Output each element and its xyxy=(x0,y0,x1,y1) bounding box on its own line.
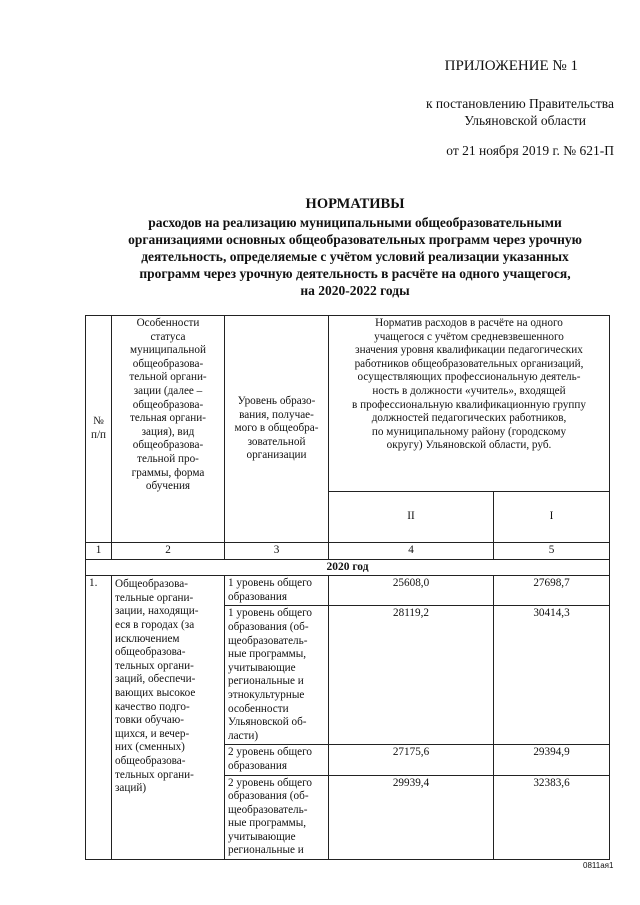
level-line: региональные и xyxy=(228,844,304,857)
header-text: статуса xyxy=(150,330,186,343)
header-qual-i: I xyxy=(494,492,610,543)
header-text: Уровень образо- xyxy=(237,395,316,408)
desc-line: вающих высокое xyxy=(115,686,196,699)
value-ii: 28119,2 xyxy=(329,606,494,745)
document-title: НОРМАТИВЫ xyxy=(305,196,405,212)
value-i: 27698,7 xyxy=(494,576,610,606)
level-line: ные программы, xyxy=(228,817,307,830)
subtitle-line: деятельность, определяемые с учётом условий реализации указанных xyxy=(141,249,569,264)
level-line: образования xyxy=(228,590,288,603)
value-i: 32383,6 xyxy=(494,775,610,860)
header-text: учащегося с учётом средневзвешенного xyxy=(374,330,564,343)
year-row: 2020 год xyxy=(86,559,610,576)
norms-table xyxy=(85,315,610,860)
header-text: вания, получае- xyxy=(239,408,314,421)
index-cell: 2 xyxy=(112,543,225,560)
header-level xyxy=(225,316,329,543)
subtitle-line: программ через урочную деятельность в расчёте на одного учащегося, xyxy=(139,266,571,281)
index-cell: 3 xyxy=(225,543,329,560)
resolution-date: от 21 ноября 2019 г. № 621-П xyxy=(446,143,614,158)
value-ii: 29939,4 xyxy=(329,775,494,860)
desc-line: Общеобразова- xyxy=(115,578,188,591)
level-cell xyxy=(225,775,329,860)
header-features xyxy=(112,316,225,543)
appendix-label: ПРИЛОЖЕНИЕ № 1 xyxy=(444,58,578,74)
desc-line: качество подго- xyxy=(115,700,190,713)
level-line: региональные и xyxy=(228,675,304,688)
header-text: зация), вид xyxy=(141,425,195,438)
header-text: организации xyxy=(246,449,307,462)
header-text: округу) Ульяновской области, руб. xyxy=(386,439,552,452)
level-line: учитывающие xyxy=(228,661,296,674)
header-number xyxy=(86,316,112,543)
header-text: № xyxy=(93,415,104,428)
level-line: Ульяновской об- xyxy=(228,716,307,729)
header-text: зовательной xyxy=(247,435,306,448)
level-line: 1 уровень общего xyxy=(228,607,313,620)
header-text: в профессиональную квалификационную группу xyxy=(352,398,586,411)
header-text: общеобразова- xyxy=(132,439,204,452)
desc-line: исключением xyxy=(115,632,180,645)
desc-line: тельных органи- xyxy=(115,768,194,781)
level-line: образования (об- xyxy=(228,620,309,633)
subtitle-line: расходов на реализацию муниципальными общеобразовательными xyxy=(148,215,562,230)
index-cell: 1 xyxy=(86,543,112,560)
level-line: учитывающие xyxy=(228,830,296,843)
level-line: 1 уровень общего xyxy=(228,577,313,590)
level-line: щеобразователь- xyxy=(228,803,308,816)
desc-line: заций) xyxy=(115,782,147,795)
header-text: обучения xyxy=(145,480,191,493)
value-ii: 27175,6 xyxy=(329,745,494,775)
header-text: тельной органи- xyxy=(129,371,207,384)
level-line: 2 уровень общего xyxy=(228,776,313,789)
level-line: этнокультурные xyxy=(228,688,305,701)
level-line: образования xyxy=(228,759,288,772)
resolution-line-1: к постановлению Правительства xyxy=(425,96,614,111)
header-qual-ii: II xyxy=(329,492,494,543)
level-line: щеобразователь- xyxy=(228,634,308,647)
header-text: зации (далее – xyxy=(133,384,203,397)
desc-line: общеобразова- xyxy=(115,754,186,767)
desc-line: зации, находящи- xyxy=(115,605,199,618)
header-text: ность в должности «учитель», входящей xyxy=(372,384,566,397)
level-cell xyxy=(225,606,329,745)
row-number: 1. xyxy=(86,576,112,860)
header-text: общеобразова- xyxy=(132,357,204,370)
header-text: п/п xyxy=(90,429,107,441)
subtitle-line: на 2020-2022 годы xyxy=(300,283,410,298)
header-text: тельная органи- xyxy=(130,412,206,425)
index-cell: 4 xyxy=(329,543,494,560)
level-line: 2 уровень общего xyxy=(228,746,313,759)
row-description xyxy=(112,576,225,860)
header-text: по муниципальному району (городскому xyxy=(371,425,567,438)
index-cell: 5 xyxy=(494,543,610,560)
value-i: 29394,9 xyxy=(494,745,610,775)
header-norm xyxy=(329,316,610,492)
desc-line: товки обучаю- xyxy=(115,714,184,727)
level-line: особенности xyxy=(228,702,289,715)
resolution-line-2: Ульяновской области xyxy=(464,113,586,128)
desc-line: заций, обеспечи- xyxy=(115,673,196,686)
header-text: муниципальной xyxy=(130,344,206,357)
subtitle-line: организациями основных общеобразовательных программ через урочную xyxy=(128,232,582,247)
header-text: работников общеобразовательных организаций, xyxy=(354,357,584,370)
document-subtitle xyxy=(100,214,610,299)
header-text: Особенности xyxy=(136,317,200,329)
level-line: ные программы, xyxy=(228,648,307,661)
desc-line: них (сменных) xyxy=(115,741,185,754)
level-cell xyxy=(225,745,329,775)
header-text: должностей педагогических работников, xyxy=(371,412,567,425)
level-line: образования (об- xyxy=(228,790,309,803)
level-line: ласти) xyxy=(228,729,259,742)
header-text: осуществляющих профессиональную деятель- xyxy=(357,371,581,384)
header-text: значения уровня квалификации педагогических xyxy=(355,344,583,357)
value-ii: 25608,0 xyxy=(329,576,494,606)
desc-line: еся в городах (за xyxy=(115,618,195,631)
header-text: Норматив расходов в расчёте на одного xyxy=(375,317,563,329)
desc-line: щихся, и вечер- xyxy=(115,727,190,740)
header-text: мого в общеобра- xyxy=(234,422,319,435)
value-i: 30414,3 xyxy=(494,606,610,745)
header-text: общеобразова- xyxy=(132,398,204,411)
header-text: граммы, форма xyxy=(131,466,205,479)
footer-code: 0811ая1 xyxy=(583,861,614,870)
level-cell xyxy=(225,576,329,606)
desc-line: тельных органи- xyxy=(115,659,194,672)
desc-line: тельные органи- xyxy=(115,591,194,604)
desc-line: общеобразова- xyxy=(115,646,186,659)
header-text: тельной про- xyxy=(137,452,199,465)
